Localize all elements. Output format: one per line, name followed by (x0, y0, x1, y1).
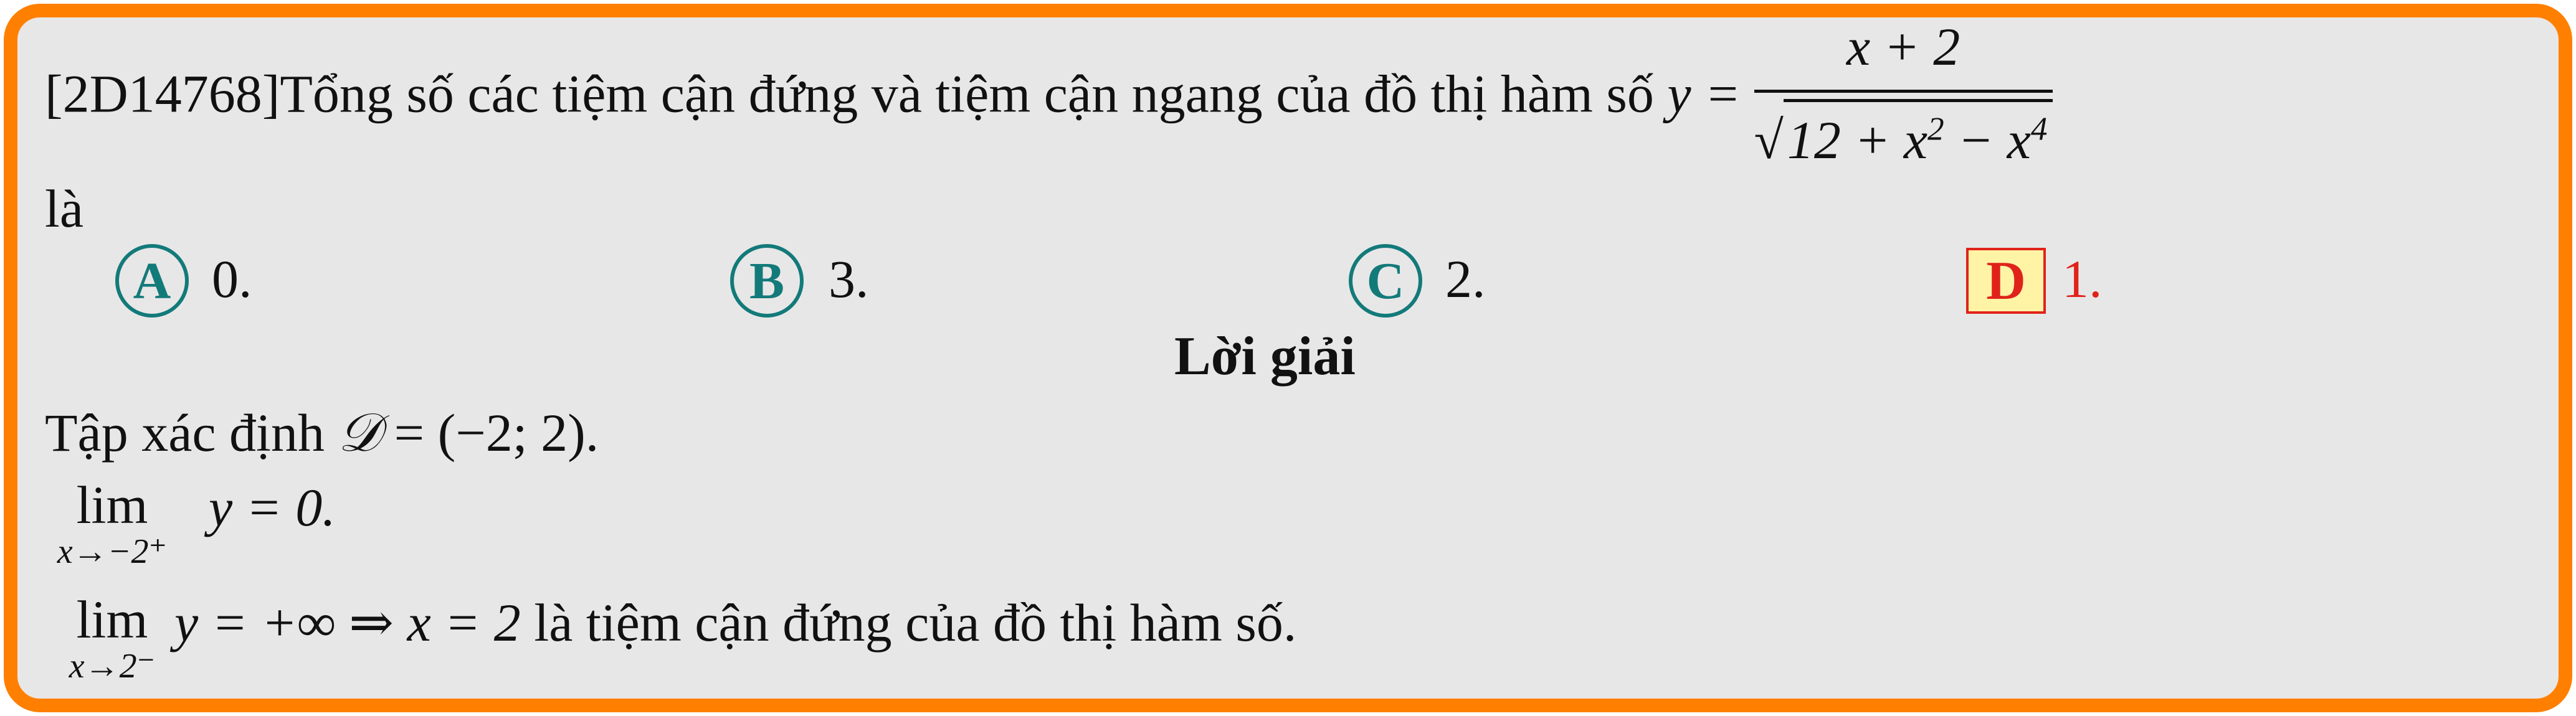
question-tail: là (45, 179, 84, 238)
domain-line: Tập xác định 𝒟 = (−2; 2). (45, 403, 599, 463)
limit-1-operator: lim x→−2⁺ (31, 478, 193, 569)
option-b-marker[interactable]: B (730, 244, 804, 318)
fraction-numerator: x + 2 (1754, 12, 2053, 93)
fraction-denominator (1754, 93, 2053, 174)
option-d-value[interactable]: 1. (2062, 249, 2103, 309)
option-d-marker[interactable]: D (1966, 248, 2046, 314)
question-text: Tổng số các tiệm cận đứng và tiệm cận ngang của đồ thị hàm số (280, 64, 1654, 124)
limit-1-subscript: x→−2⁺ (57, 532, 168, 571)
option-c-value[interactable]: 2. (1445, 249, 1486, 309)
question-line (45, 17, 2053, 174)
limit-2-subscript: x→2⁻ (69, 647, 156, 685)
limit-1-expression: y = 0. (209, 478, 336, 537)
domain-symbol: 𝒟 (338, 403, 381, 463)
limit-2-operator: lim x→2⁻ (31, 593, 193, 684)
function-fraction (1754, 12, 2053, 174)
limit-2-expression: y = +∞ ⇒ x = 2 là tiệm cận đứng của đồ thị hàm số. (174, 593, 1297, 652)
solution-heading: Lời giải (1174, 326, 1356, 387)
domain-value: = (−2; 2). (394, 403, 599, 463)
option-b-value[interactable]: 3. (829, 249, 869, 309)
option-a-value[interactable]: 0. (212, 249, 252, 309)
question-code: [2D14768] (45, 64, 280, 124)
function-lhs: y = (1667, 64, 1741, 124)
sqrt-radicand: $12 + x^2 - x^4$ (1784, 99, 2053, 174)
limit-2-conclusion: là tiệm cận đứng của đồ thị hàm số. (534, 593, 1297, 652)
sqrt-sign: √ (1754, 110, 1784, 170)
option-c-marker[interactable]: C (1349, 244, 1422, 318)
option-a-marker[interactable]: A (115, 244, 189, 318)
